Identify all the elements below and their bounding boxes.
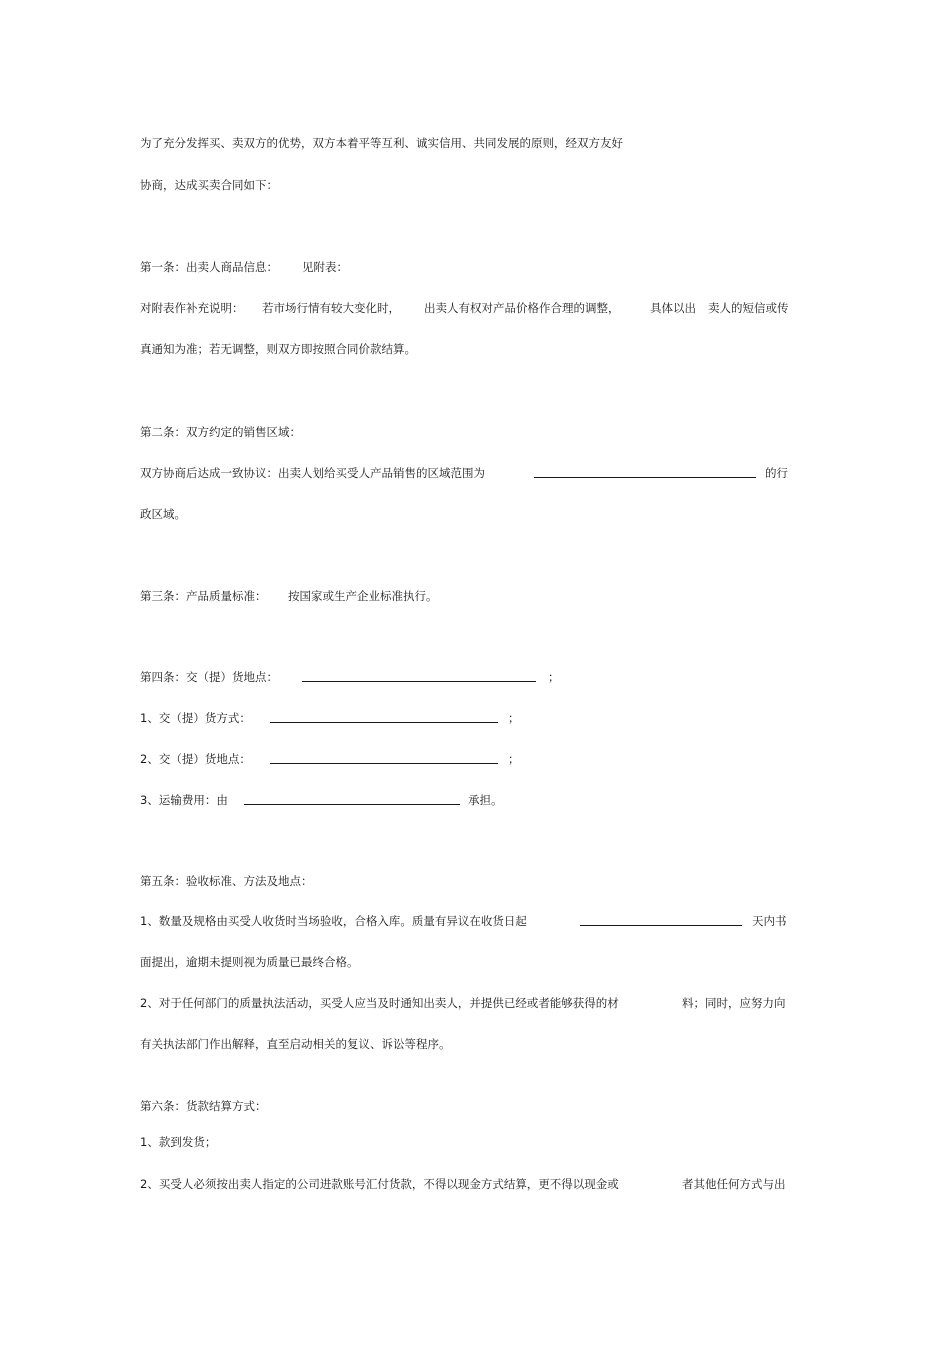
delivery-method-blank[interactable]: [270, 710, 498, 723]
article-6-i2-b: 者其他任何方式与出: [682, 1177, 786, 1191]
article-5-i1-a: 1、数量及规格由买受人收货时当场验收，合格入库。质量有异议在收货日起: [140, 914, 527, 928]
article-1-title-tail: 见附表：: [302, 260, 348, 274]
article-5-item-2-line-2: 有关执法部门作出解释，直至启动相关的复议、诉讼等程序。: [140, 1037, 451, 1051]
article-2-title: 第二条：双方约定的销售区域：: [140, 425, 301, 439]
article-1-p1-d: 具体以出: [650, 301, 696, 315]
article-6-i2-a: 2、买受人必须按出卖人指定的公司进款账号汇付货款，不得以现金方式结算，更不得以现金或: [140, 1177, 619, 1191]
article-5-i2-a: 2、对于任何部门的质量执法活动，买受人应当及时通知出卖人，并提供已经或者能够获得的材: [140, 996, 619, 1010]
article-1-p1-b: 若市场行情有较大变化时，: [262, 301, 400, 315]
article-4-item-1-end: ；: [508, 711, 520, 725]
article-5-title: 第五条：验收标准、方法及地点：: [140, 874, 313, 888]
article-4-item-3-label: 3、运输费用：由: [140, 793, 228, 807]
transport-cost-bearer-blank[interactable]: [244, 792, 460, 805]
article-5-item-1-line-2: 面提出，逾期未提则视为质量已最终合格。: [140, 955, 359, 969]
article-1-p1-c: 出卖人有权对产品价格作合理的调整，: [424, 301, 620, 315]
article-4-item-1-label: 1、交（提）货方式：: [140, 711, 251, 725]
article-6-title: 第六条：货款结算方式：: [140, 1099, 267, 1113]
delivery-location-blank[interactable]: [302, 669, 536, 682]
article-4-item-3-end: 承担。: [468, 793, 503, 807]
intro-line-1: 为了充分发挥买、卖双方的优势，双方本着平等互利、诚实信用、共同发展的原则，经双方友好: [140, 136, 623, 150]
article-1-paragraph-line-2: 真通知为准；若无调整，则双方即按照合同价款结算。: [140, 342, 416, 356]
sales-region-blank[interactable]: [534, 465, 756, 478]
article-5-i1-b: 天内书: [752, 914, 787, 928]
article-1-p1-e: 卖人的短信或传: [708, 301, 789, 315]
article-1-p1-a: 对附表作补充说明：: [140, 301, 244, 315]
article-3-title-tail: 按国家或生产企业标准执行。: [288, 589, 438, 603]
article-5-i2-b: 料；同时，应努力向: [682, 996, 786, 1010]
article-4-title: 第四条：交（提）货地点：: [140, 670, 278, 684]
intro-line-2: 协商，达成买卖合同如下：: [140, 178, 278, 192]
article-1-title: 第一条：出卖人商品信息：: [140, 260, 278, 274]
article-2-p1-a: 双方协商后达成一致协议：出卖人划给买受人产品销售的区域范围为: [140, 466, 485, 480]
article-3-title: 第三条：产品质量标准：: [140, 589, 267, 603]
article-4-item-2-label: 2、交（提）货地点：: [140, 752, 251, 766]
article-4-item-2-end: ；: [508, 752, 520, 766]
objection-days-blank[interactable]: [580, 913, 742, 926]
delivery-place-blank[interactable]: [270, 751, 498, 764]
article-4-title-end: ；: [548, 670, 560, 684]
article-2-p1-b: 的行: [765, 466, 788, 480]
article-6-item-1: 1、款到发货；: [140, 1135, 217, 1149]
article-2-paragraph-line-2: 政区域。: [140, 507, 186, 521]
